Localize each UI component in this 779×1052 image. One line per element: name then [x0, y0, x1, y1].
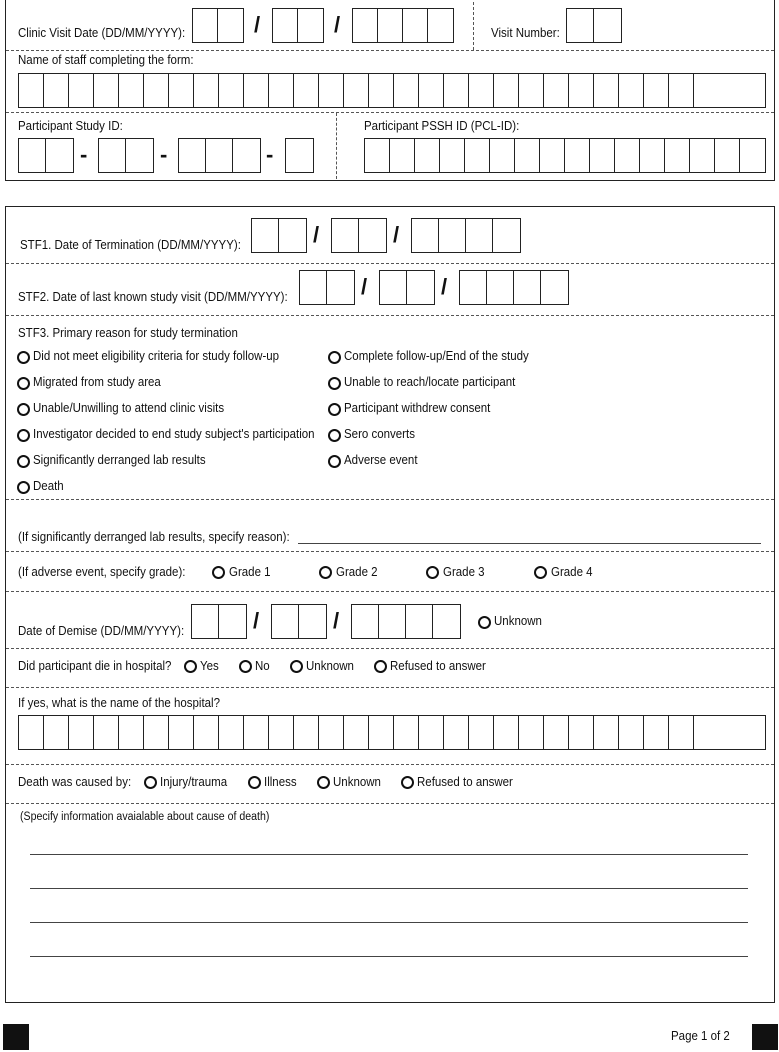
participant-id-boxes-2[interactable]	[98, 138, 154, 173]
radio-option[interactable]	[534, 566, 547, 579]
grade-option: Grade 2	[336, 565, 378, 579]
stf3-option: Unable/Unwilling to attend clinic visits	[33, 401, 225, 415]
divider	[473, 2, 474, 50]
cause-option: Illness	[264, 775, 297, 789]
lab-reason-input[interactable]	[298, 543, 761, 544]
cause-info-label: (Specify information avaialable about cause of death)	[20, 811, 270, 823]
date-separator: /	[313, 222, 320, 247]
cause-label: Death was caused by:	[18, 775, 132, 789]
hospital-death-option: Unknown	[306, 659, 354, 673]
hospital-name-boxes[interactable]	[18, 715, 766, 750]
participant-id-boxes-3[interactable]	[178, 138, 261, 173]
radio-option[interactable]	[328, 403, 341, 416]
divider	[6, 263, 774, 264]
stf3-option: Death	[33, 479, 64, 493]
radio-option[interactable]	[212, 566, 225, 579]
radio-option[interactable]	[317, 776, 330, 789]
stf1-month-boxes[interactable]	[331, 218, 387, 253]
stf2-month-boxes[interactable]	[379, 270, 435, 305]
demise-year-boxes[interactable]	[351, 604, 461, 639]
stf3-option: Unable to reach/locate participant	[344, 375, 516, 389]
cause-info-line[interactable]	[30, 956, 748, 957]
divider	[336, 113, 337, 179]
cause-info-line[interactable]	[30, 888, 748, 889]
radio-option[interactable]	[328, 429, 341, 442]
stf2-label: STF2. Date of last known study visit (DD/MM/YYYY):	[18, 290, 288, 304]
divider	[6, 591, 774, 592]
radio-option[interactable]	[319, 566, 332, 579]
participant-id-boxes-4[interactable]	[285, 138, 314, 173]
id-separator: -	[160, 142, 168, 167]
hospital-death-label: Did participant die in hospital?	[18, 659, 172, 673]
divider	[6, 499, 774, 500]
radio-option[interactable]	[17, 351, 30, 364]
stf1-day-boxes[interactable]	[251, 218, 307, 253]
radio-option[interactable]	[239, 660, 252, 673]
divider	[6, 803, 774, 804]
id-separator: -	[80, 142, 88, 167]
pssh-id-label: Participant PSSH ID (PCL-ID):	[364, 119, 520, 133]
date-separator: /	[254, 12, 261, 37]
date-separator: /	[361, 274, 368, 299]
hospital-name-label: If yes, what is the name of the hospital?	[18, 696, 221, 710]
participant-id-label: Participant Study ID:	[18, 119, 123, 133]
radio-option[interactable]	[17, 403, 30, 416]
adverse-grade-label: (If adverse event, specify grade):	[18, 565, 186, 579]
stf1-label: STF1. Date of Termination (DD/MM/YYYY):	[20, 238, 241, 252]
demise-day-boxes[interactable]	[191, 604, 247, 639]
stf1-year-boxes[interactable]	[411, 218, 521, 253]
stf3-option: Adverse event	[344, 453, 418, 467]
date-separator: /	[333, 608, 340, 633]
staff-name-label: Name of staff completing the form:	[18, 53, 194, 67]
cause-option: Refused to answer	[417, 775, 513, 789]
hospital-death-option: Refused to answer	[390, 659, 486, 673]
date-separator: /	[334, 12, 341, 37]
grade-option: Grade 1	[229, 565, 271, 579]
participant-id-boxes-1[interactable]	[18, 138, 74, 173]
radio-option[interactable]	[144, 776, 157, 789]
hospital-death-option: Yes	[200, 659, 219, 673]
radio-option[interactable]	[17, 481, 30, 494]
date-separator: /	[441, 274, 448, 299]
cause-option: Unknown	[333, 775, 381, 789]
visit-date-year-boxes[interactable]	[352, 8, 454, 43]
lab-reason-label: (If significantly derranged lab results, specify reason):	[18, 530, 290, 544]
radio-option[interactable]	[328, 351, 341, 364]
pssh-id-boxes[interactable]	[364, 138, 766, 173]
divider	[6, 315, 774, 316]
cause-option: Injury/trauma	[160, 775, 228, 789]
radio-option[interactable]	[290, 660, 303, 673]
hospital-death-option: No	[255, 659, 270, 673]
divider	[6, 50, 774, 51]
radio-option[interactable]	[184, 660, 197, 673]
radio-option[interactable]	[328, 455, 341, 468]
visit-date-day-boxes[interactable]	[192, 8, 244, 43]
visit-number-boxes[interactable]	[566, 8, 622, 43]
divider	[6, 648, 774, 649]
cause-info-line[interactable]	[30, 854, 748, 855]
stf3-option: Investigator decided to end study subject's participation	[33, 427, 315, 441]
date-separator: /	[253, 608, 260, 633]
stf3-option: Did not meet eligibility criteria for study follow-up	[33, 349, 280, 363]
radio-option[interactable]	[374, 660, 387, 673]
stf3-label: STF3. Primary reason for study termination	[18, 326, 238, 340]
visit-number-label: Visit Number:	[491, 26, 560, 40]
stf3-option: Significantly derranged lab results	[33, 453, 206, 467]
visit-date-label: Clinic Visit Date (DD/MM/YYYY):	[18, 26, 186, 40]
registration-mark	[3, 1024, 29, 1050]
cause-info-line[interactable]	[30, 922, 748, 923]
stf3-option: Sero converts	[344, 427, 415, 441]
stf2-year-boxes[interactable]	[459, 270, 569, 305]
radio-option[interactable]	[328, 377, 341, 390]
stf2-day-boxes[interactable]	[299, 270, 355, 305]
divider	[6, 764, 774, 765]
stf3-option: Migrated from study area	[33, 375, 161, 389]
radio-option[interactable]	[401, 776, 414, 789]
grade-option: Grade 3	[443, 565, 485, 579]
demise-month-boxes[interactable]	[271, 604, 327, 639]
date-separator: /	[393, 222, 400, 247]
demise-unknown-option: Unknown	[494, 614, 542, 628]
radio-option[interactable]	[17, 377, 30, 390]
stf3-option: Participant withdrew consent	[344, 401, 491, 415]
radio-option[interactable]	[17, 429, 30, 442]
radio-option[interactable]	[478, 616, 491, 629]
radio-option[interactable]	[426, 566, 439, 579]
page-number: Page 1 of 2	[671, 1029, 730, 1043]
radio-option[interactable]	[17, 455, 30, 468]
visit-date-month-boxes[interactable]	[272, 8, 324, 43]
divider	[6, 687, 774, 688]
grade-option: Grade 4	[551, 565, 593, 579]
id-separator: -	[266, 142, 274, 167]
demise-date-label: Date of Demise (DD/MM/YYYY):	[18, 624, 185, 638]
radio-option[interactable]	[248, 776, 261, 789]
stf3-option: Complete follow-up/End of the study	[344, 349, 529, 363]
staff-name-boxes[interactable]	[18, 73, 766, 108]
divider	[6, 112, 774, 113]
registration-mark	[752, 1024, 778, 1050]
divider	[6, 551, 774, 552]
